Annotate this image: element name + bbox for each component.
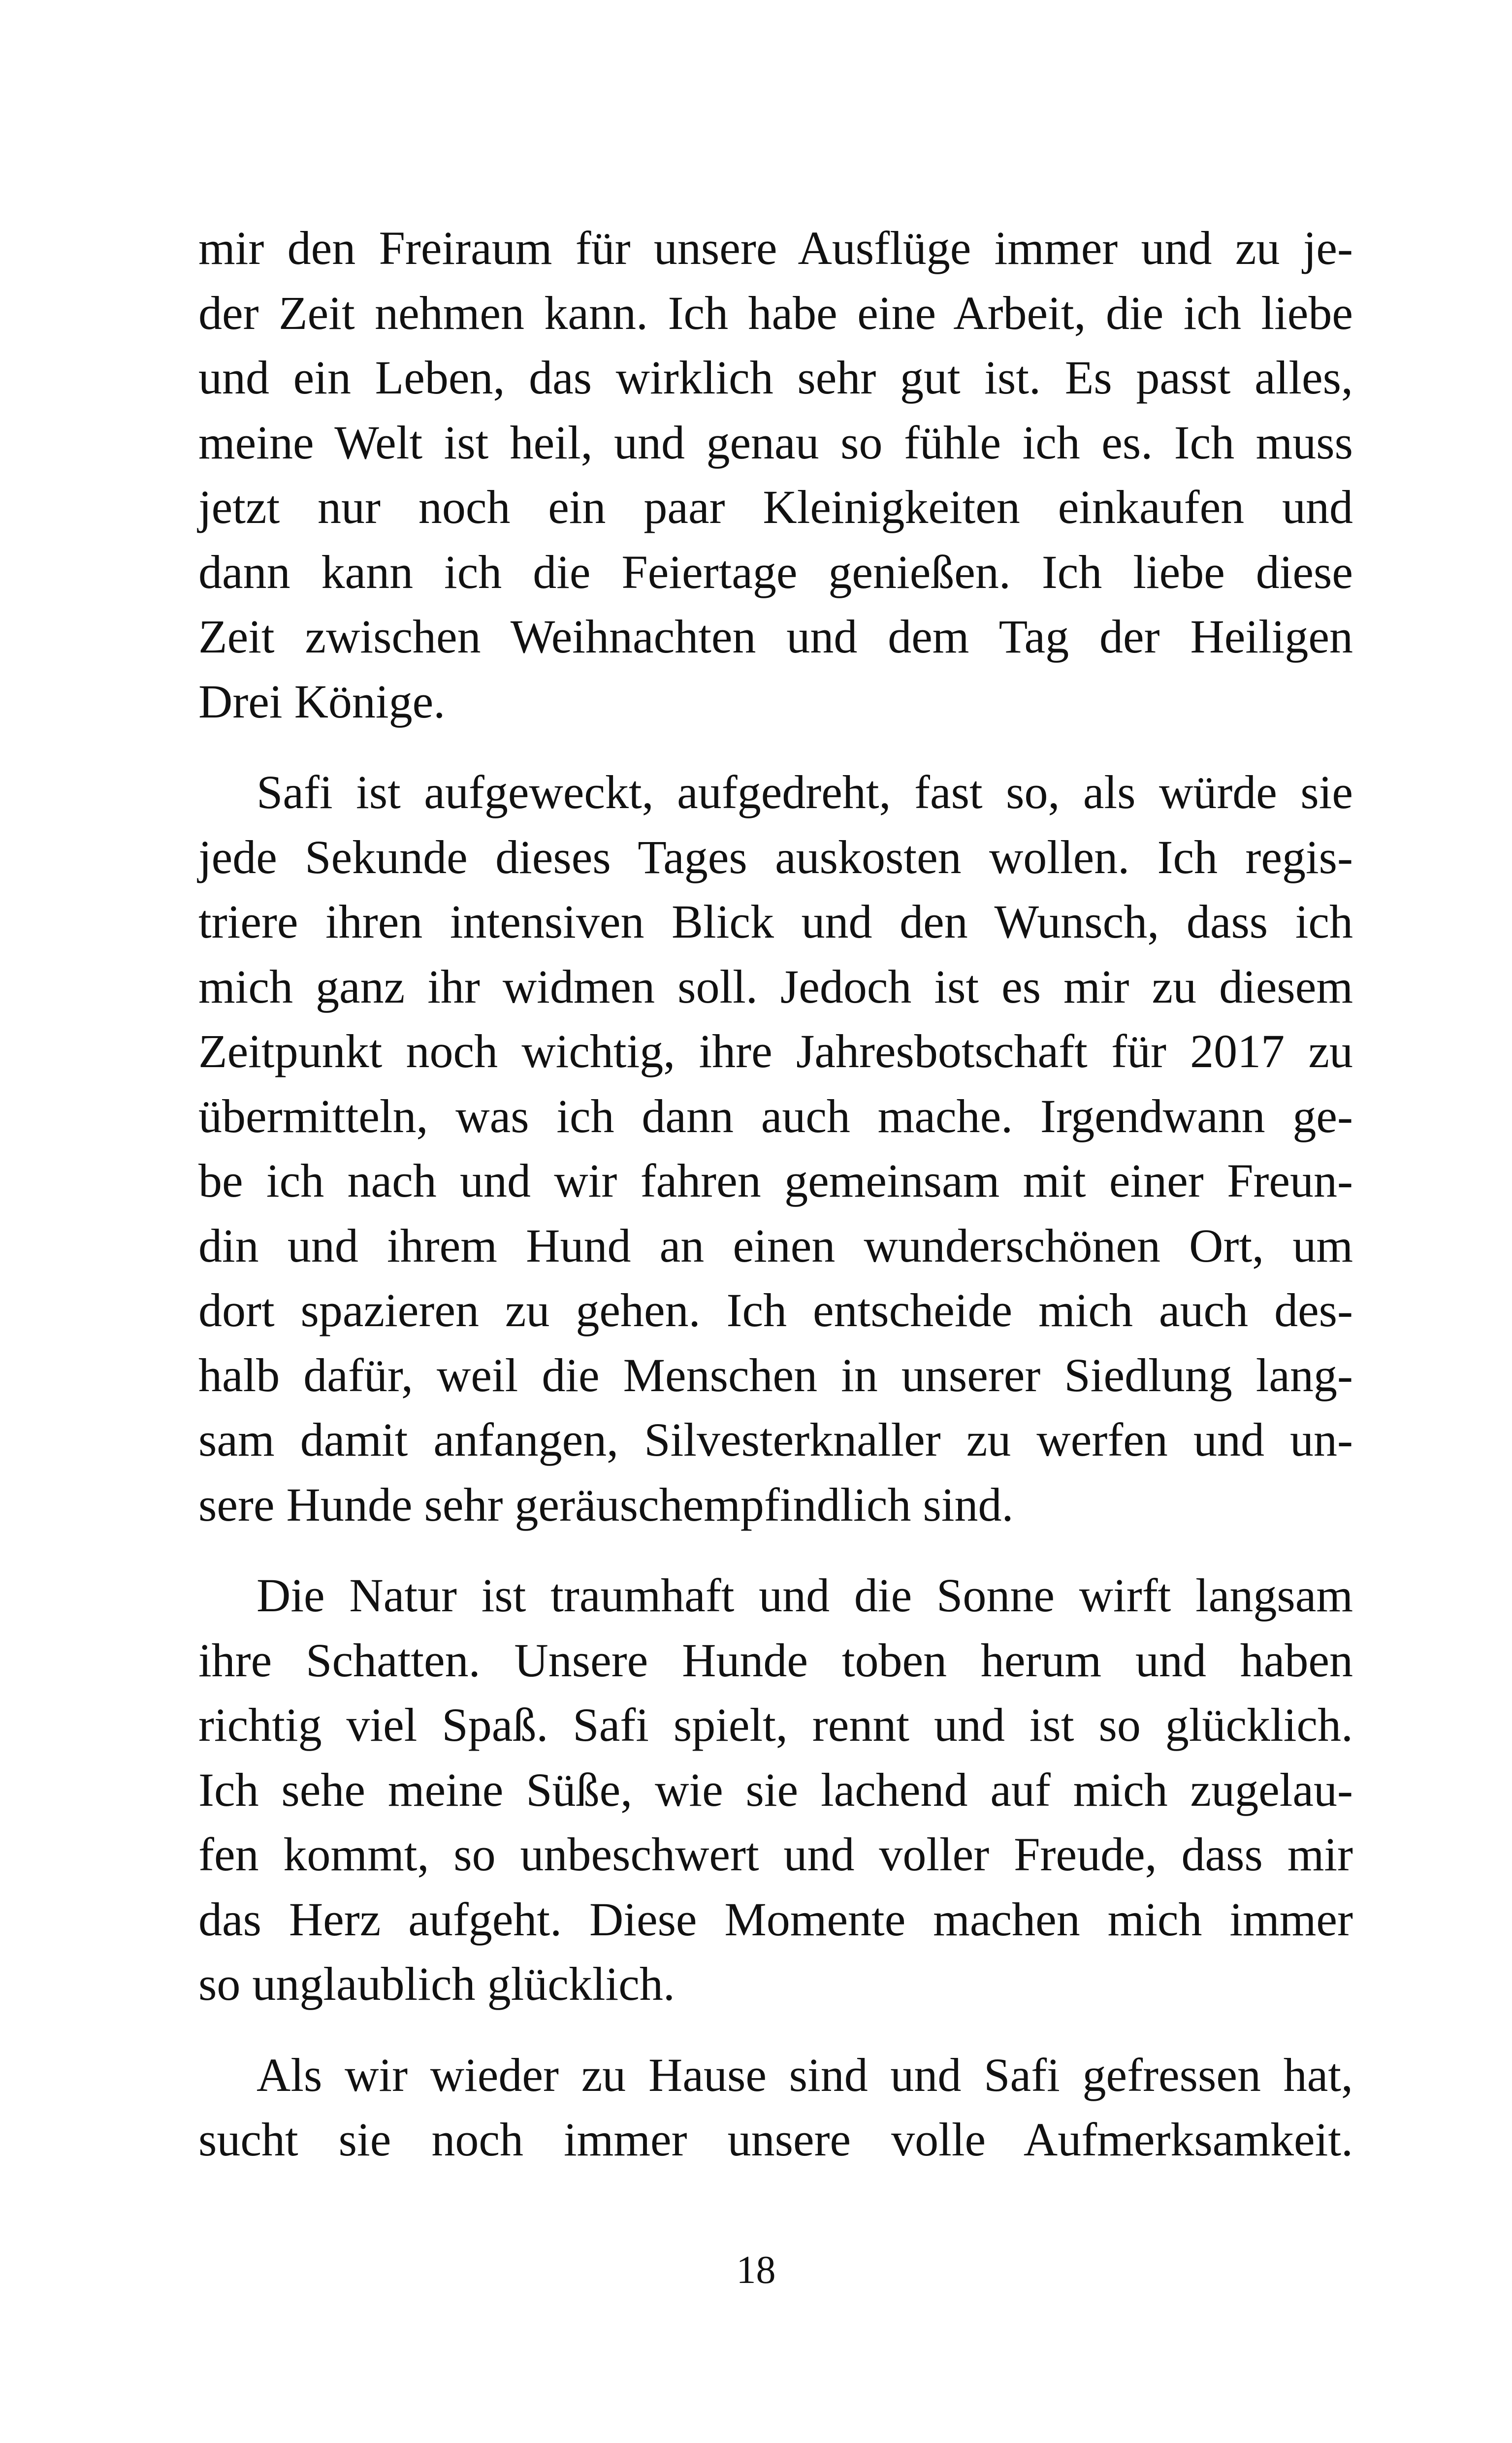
page-number: 18 (736, 2248, 776, 2292)
text-line: Zeitpunkt noch wichtig, ihre Jahresbotschaft für 2017 zu (198, 1025, 1353, 1077)
text-line: mich ganz ihr widmen soll. Jedoch ist es mir zu diesem (198, 960, 1353, 1013)
text-line: der Zeit nehmen kann. Ich habe eine Arbeit, die ich liebe (198, 286, 1353, 339)
text-line: Safi ist aufgeweckt, aufgedreht, fast so, als würde sie (257, 766, 1353, 818)
text-line: richtig viel Spaß. Safi spielt, rennt und ist so glücklich. (198, 1698, 1353, 1751)
paragraph-4 (198, 2043, 1353, 2172)
text-line: jede Sekunde dieses Tages auskosten wollen. Ich regis- (198, 830, 1353, 883)
text-line: meine Welt ist heil, und genau so fühle ich es. Ich muss (198, 416, 1353, 469)
text-line: das Herz aufgeht. Diese Momente machen mich immer (198, 1892, 1353, 1946)
paragraph-1 (198, 216, 1353, 734)
text-line: mir den Freiraum für unsere Ausflüge immer und zu je- (198, 222, 1353, 274)
paragraph-spacer (198, 2017, 1353, 2043)
text-line: sam damit anfangen, Silvesterknaller zu werfen und un- (198, 1413, 1353, 1466)
text-line: übermitteln, was ich dann auch mache. Irgendwann ge- (198, 1089, 1353, 1142)
paragraph-3 (198, 1563, 1353, 2017)
text-line: be ich nach und wir fahren gemeinsam mit einer Freun- (198, 1154, 1353, 1207)
text-line: Drei Könige. (198, 675, 446, 728)
text-line: fen kommt, so unbeschwert und voller Freude, dass mir (198, 1828, 1353, 1881)
text-line: dann kann ich die Feiertage genießen. Ich liebe diese (198, 545, 1353, 598)
text-line: halb dafür, weil die Menschen in unserer Siedlung lang- (198, 1348, 1353, 1401)
text-line: sucht sie noch immer unsere volle Aufmerksamkeit. (198, 2113, 1353, 2166)
paragraph-2 (198, 760, 1353, 1537)
text-line: Ich sehe meine Süße, wie sie lachend auf mich zugelau- (198, 1763, 1353, 1816)
paragraph-spacer (198, 1537, 1353, 1563)
text-line: triere ihren intensiven Blick und den Wunsch, dass ich (198, 895, 1353, 948)
text-line: so unglaublich glücklich. (198, 1957, 675, 2010)
text-line: sere Hunde sehr geräuschempfindlich sind. (198, 1478, 1014, 1531)
text-line: dort spazieren zu gehen. Ich entscheide mich auch des- (198, 1284, 1353, 1336)
body-text (198, 216, 1353, 2172)
text-line: und ein Leben, das wirklich sehr gut ist. Es passt alles, (198, 351, 1353, 404)
text-line: din und ihrem Hund an einen wunderschönen Ort, um (198, 1219, 1353, 1272)
text-line: Als wir wieder zu Hause sind und Safi gefressen hat, (257, 2048, 1353, 2101)
text-line: Zeit zwischen Weihnachten und dem Tag der Heiligen (198, 610, 1353, 663)
text-line: Die Natur ist traumhaft und die Sonne wirft langsam (257, 1569, 1353, 1622)
paragraph-spacer (198, 734, 1353, 760)
text-line: jetzt nur noch ein paar Kleinigkeiten einkaufen und (198, 481, 1353, 533)
text-line: ihre Schatten. Unsere Hunde toben herum und haben (198, 1633, 1353, 1687)
